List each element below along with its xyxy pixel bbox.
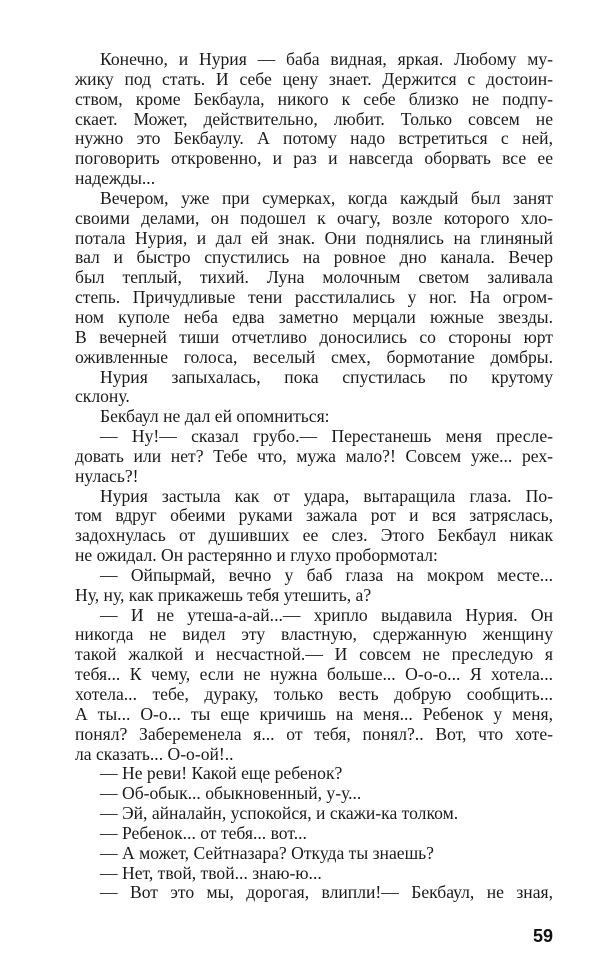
page-number: 59 bbox=[532, 926, 553, 946]
text-line: нужно это Бекбаулу. А потому надо встретиться с ней, bbox=[75, 128, 553, 149]
text-line: задохнулась от душивших ее слез. Этого Бекбаул никак bbox=[75, 525, 553, 546]
text-line: вал и быстро спустились на ровное дно канала. Вечер bbox=[75, 247, 553, 268]
text-line: А ты... О-о... ты еще кричишь на меня... Ребенок у меня, bbox=[75, 703, 553, 724]
text-line: — Об-обык... обыкновенный, у-у... bbox=[100, 783, 362, 804]
text-line: Вечером, уже при сумерках, когда каждый был занят bbox=[100, 187, 553, 208]
text-line: поговорить откровенно, и раз и навсегда оборвать все ее bbox=[75, 148, 553, 169]
text-line: надежды... bbox=[75, 168, 156, 189]
text-line: — Эй, айналайн, успокойся, и скажи-ка толком. bbox=[100, 803, 459, 824]
text-line: — Ребенок... от тебя... вот... bbox=[100, 822, 307, 843]
text-line: тебя... К чему, если не нужна больше... О-о-о... Я хотела... bbox=[75, 664, 553, 685]
text-line: — Нет, твой, твой... знаю-ю... bbox=[100, 862, 322, 883]
text-line: жику под стать. И себе цену знает. Держится с достоин- bbox=[75, 68, 553, 89]
text-line: том вдруг обеими руками зажала рот и вся затряслась, bbox=[75, 505, 553, 526]
text-line: ла сказать... О-о-ой!.. bbox=[75, 743, 234, 764]
text-line: Бекбаул не дал ей опомниться: bbox=[100, 406, 330, 427]
text-line: такой жалкой и несчастной.— И совсем не преследую я bbox=[75, 644, 553, 665]
page-text-body bbox=[75, 50, 553, 903]
text-line: — Ну!— сказал грубо.— Перестанешь меня пресле- bbox=[100, 426, 553, 447]
text-line: склону. bbox=[75, 386, 130, 407]
text-line: не ожидал. Он растерянно и глухо пробормотал: bbox=[75, 545, 438, 566]
text-line: Ну, ну, как прикажешь тебя утешить, а? bbox=[75, 584, 372, 605]
text-line: В вечерней тиши отчетливо доносились со стороны юрт bbox=[75, 326, 553, 347]
text-line: был теплый, тихий. Луна молочным светом заливала bbox=[75, 267, 553, 288]
text-line: потала Нурия, и дал ей знак. Они поднялись на глиняный bbox=[75, 227, 553, 248]
text-line: степь. Причудливые тени расстилались у ног. На огром- bbox=[75, 287, 553, 308]
text-line: нулась?! bbox=[75, 465, 139, 486]
text-line: хотела... тебе, дураку, только весть добрую сообщить... bbox=[75, 684, 553, 704]
text-line: понял? Забеременела я... от тебя, понял?.. Вот, что хоте- bbox=[75, 723, 553, 744]
text-line: ном куполе неба едва заметно мерцали южные звезды. bbox=[75, 306, 553, 327]
text-line: — Вот это мы, дорогая, влипли!— Бекбаул, не зная, bbox=[100, 882, 553, 903]
text-line: довать или нет? Тебе что, мужа мало?! Совсем уже... рех- bbox=[75, 445, 553, 466]
text-line: — Ойпырмай, вечно у баб глаза на мокром месте... bbox=[100, 564, 553, 585]
text-line: Нурия застыла как от удара, вытаращила глаза. По- bbox=[100, 485, 553, 506]
text-line: — И не утеша-а-ай...— хрипло выдавила Нурия. Он bbox=[100, 604, 553, 625]
text-line: своими делами, он подошел к очагу, возле которого хло- bbox=[75, 207, 553, 228]
text-line: никогда не видел эту властную, сдержанную женщину bbox=[75, 624, 553, 645]
text-line: ством, кроме Бекбаула, никого к себе близко не подпу- bbox=[75, 88, 553, 109]
text-line: — Не реви! Какой еще ребенок? bbox=[100, 763, 343, 784]
text-line: — А может, Сейтназара? Откуда ты знаешь? bbox=[100, 842, 434, 863]
text-line: оживленные голоса, веселый смех, бормотание домбры. bbox=[75, 346, 553, 367]
text-line: Конечно, и Нурия — баба видная, яркая. Любому му- bbox=[100, 49, 553, 69]
text-line: Нурия запыхалась, пока спустилась по крутому bbox=[100, 366, 553, 387]
text-line: скает. Может, действительно, любит. Только совсем не bbox=[75, 108, 553, 129]
